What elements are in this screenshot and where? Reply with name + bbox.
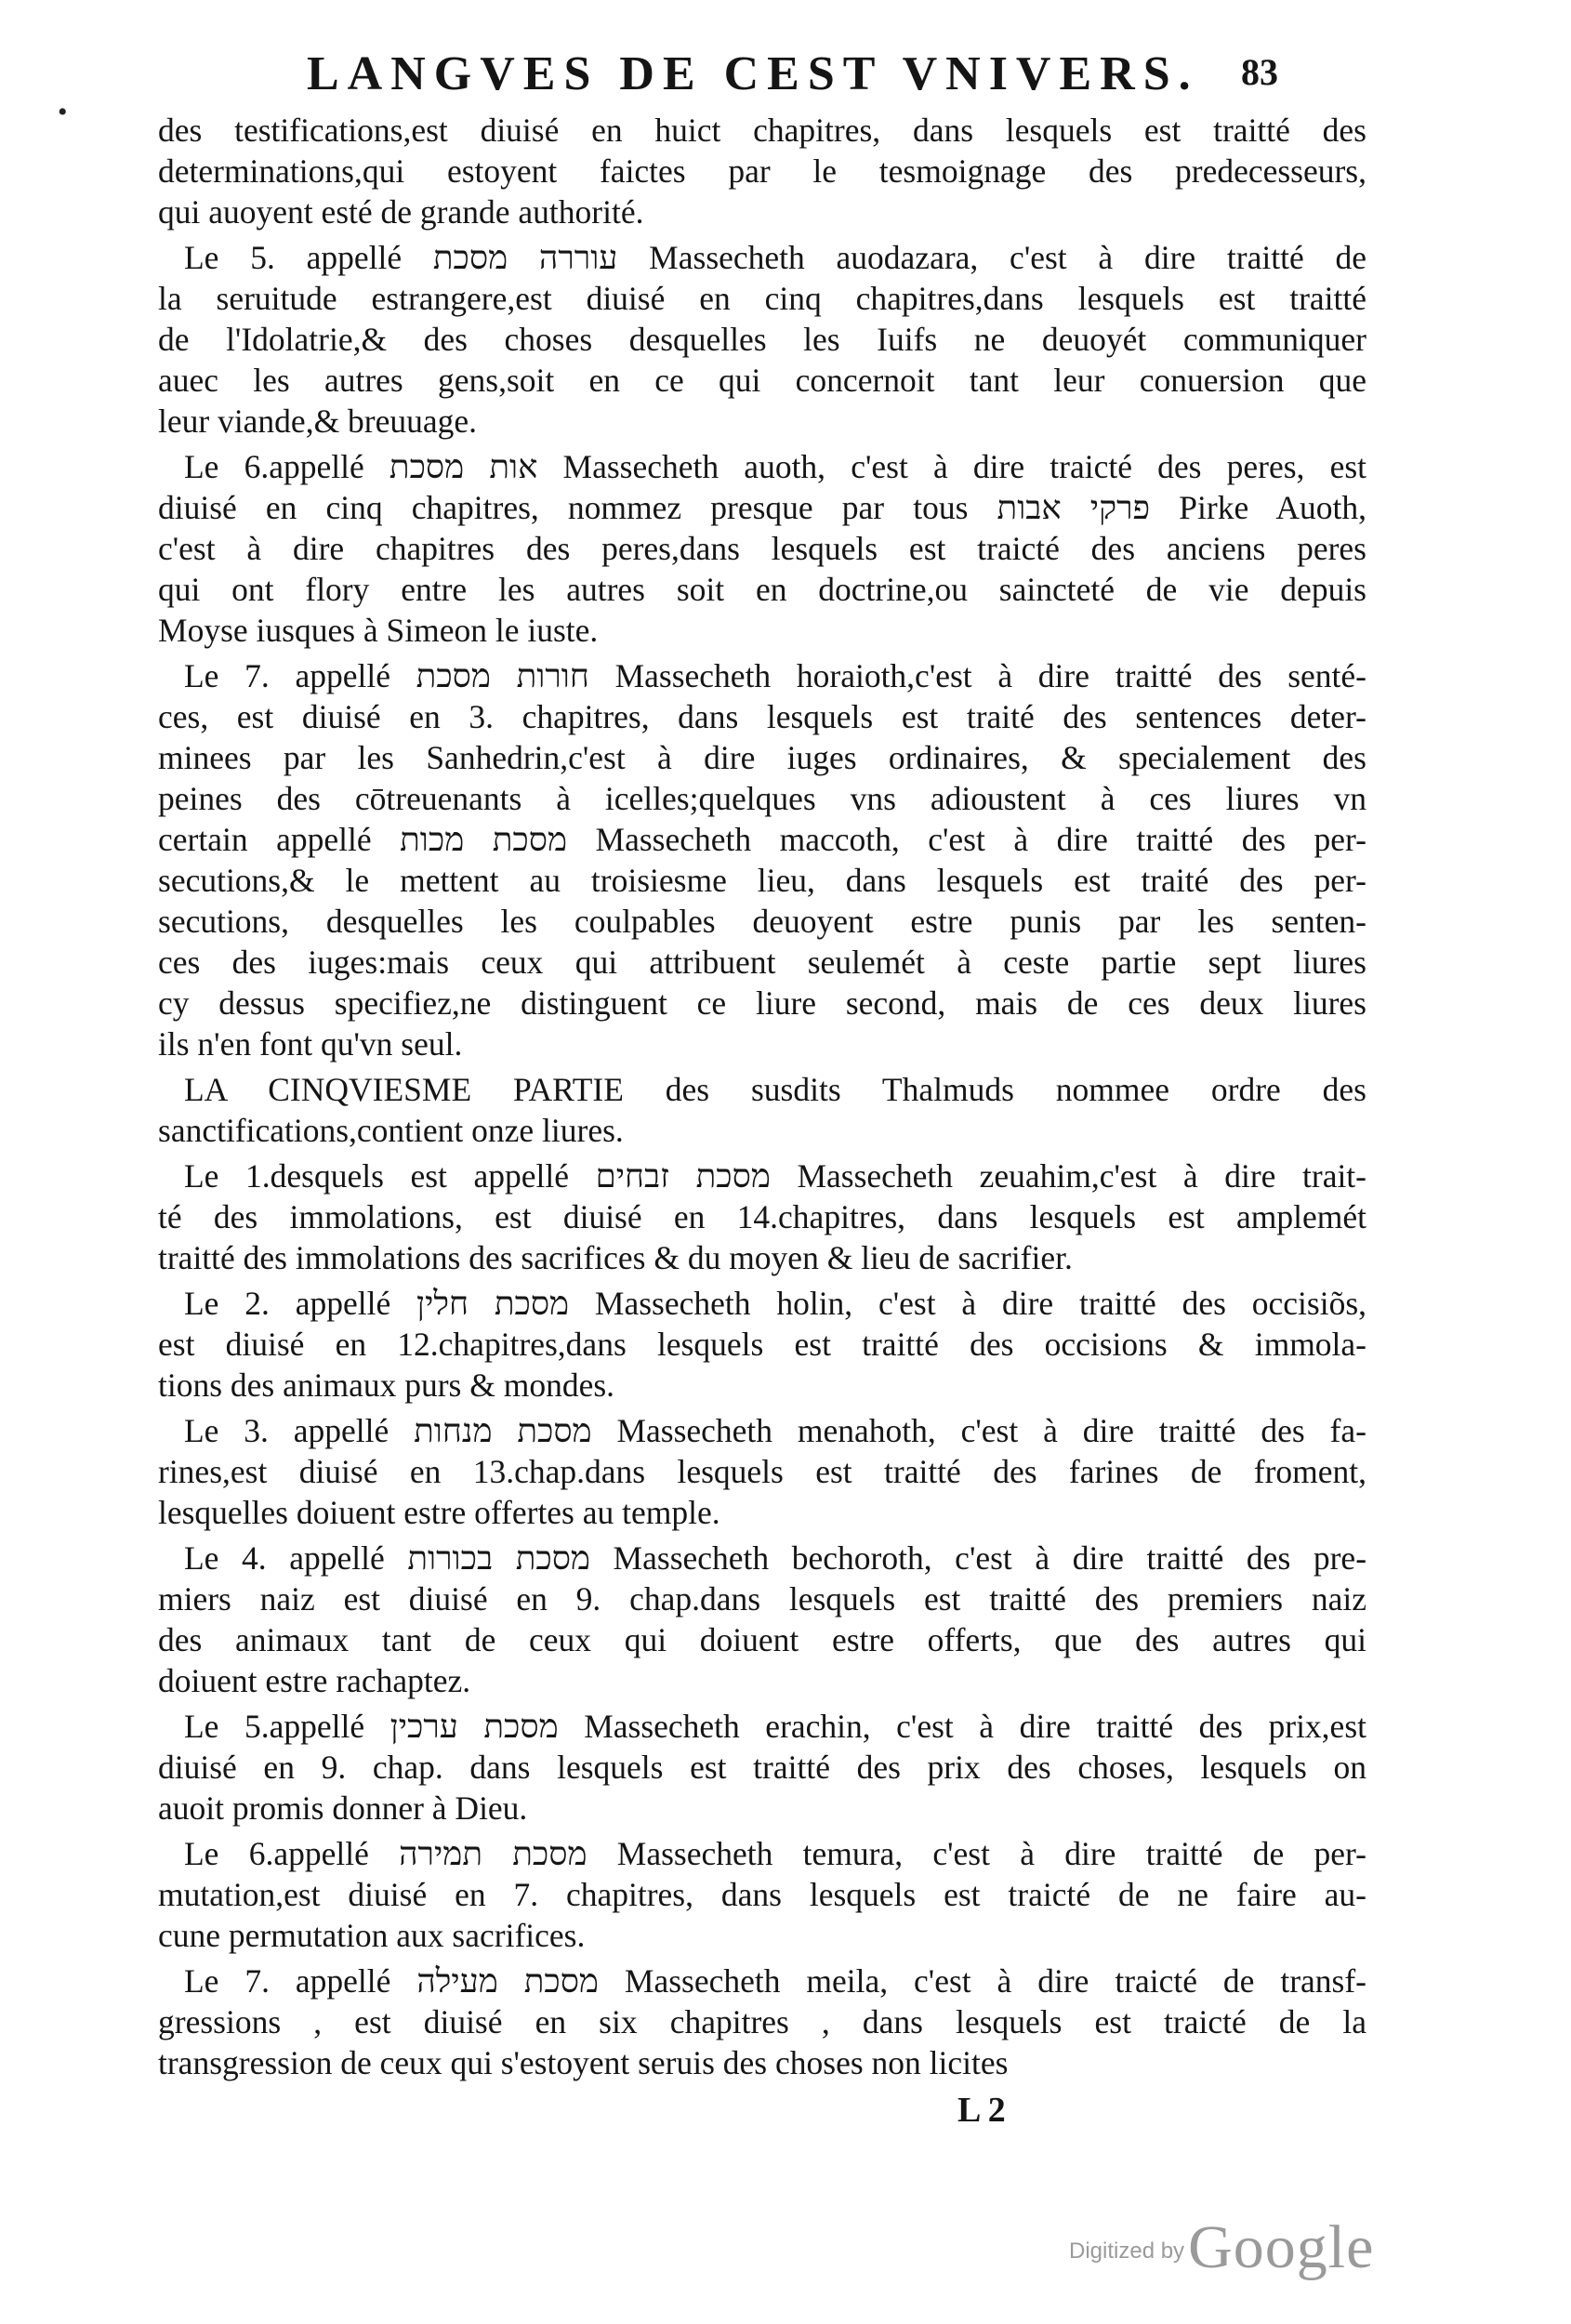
text-line: Le 5.appellé מסכת ערכין Massecheth erachin, c'est à dire traitté des prix,est xyxy=(184,1708,1366,1745)
text-line: cune permutation aux sacrifices. xyxy=(158,1917,586,1954)
text-line: Moyse iusques à Simeon le iuste. xyxy=(158,612,599,649)
text-line: Le 6.appellé מסכת תמירה Massecheth temura, c'est à dire traitté de per- xyxy=(184,1835,1366,1872)
text-line: Le 7. appellé חורות מסכת Massecheth horaioth,c'est à dire traitté des senté- xyxy=(184,657,1366,694)
text-line: Le 4. appellé מסכת בכורות Massecheth bechoroth, c'est à dire traitté des pre- xyxy=(184,1539,1367,1577)
paragraph xyxy=(158,1961,1366,2083)
text-line: la seruitude estrangere,est diuisé en cinq chapitres,dans lesquels est traitté xyxy=(158,280,1366,317)
text-line: sanctifications,contient onze liures. xyxy=(158,1112,624,1149)
text-line: lesquelles doiuent estre offertes au temple. xyxy=(158,1494,720,1531)
text-line: de l'Idolatrie,& des choses desquelles les Iuifs ne deuoyét communiquer xyxy=(158,321,1366,358)
margin-mark: • xyxy=(58,97,68,127)
text-line: ces des iuges:mais ceux qui attribuent seulemét à ceste partie sept liures xyxy=(158,944,1366,981)
text-line: Le 6.appellé אות מסכת Massecheth auoth, c'est à dire traicté des peres, est xyxy=(184,448,1367,485)
text-line: Le 2. appellé מסכת חלין Massecheth holin, c'est à dire traitté des occisiõs, xyxy=(184,1285,1367,1322)
paragraph xyxy=(158,1155,1366,1278)
paragraph xyxy=(158,110,1366,232)
text-line: gressions , est diuisé en six chapitres , dans lesquels est traicté de la xyxy=(158,2003,1366,2040)
text-line: qui ont flory entre les autres soit en doctrine,ou saincteté de vie depuis xyxy=(158,571,1366,608)
text-line: est diuisé en 12.chapitres,dans lesquels est traitté des occisions & immola- xyxy=(158,1326,1366,1363)
paragraph xyxy=(158,1833,1366,1956)
paragraph xyxy=(158,1410,1366,1533)
text-line: des animaux tant de ceux qui doiuent estre offerts, que des autres qui xyxy=(158,1621,1366,1658)
text-line: secutions,& le mettent au troisiesme lieu, dans lesquels est traité des per- xyxy=(158,862,1366,899)
text-line: determinations,qui estoyent faictes par le tesmoignage des predecesseurs, xyxy=(158,152,1366,190)
text-line: des testifications,est diuisé en huict chapitres, dans lesquels est traitté des xyxy=(158,112,1366,149)
paragraph xyxy=(158,1069,1366,1151)
running-title: LANGVES DE CEST VNIVERS. xyxy=(307,47,1199,100)
text-line: ils n'en font qu'vn seul. xyxy=(158,1025,463,1063)
text-line: auec les autres gens,soit en ce qui concernoit tant leur conuersion que xyxy=(158,362,1366,399)
paragraph xyxy=(158,446,1366,651)
text-line: diuisé en 9. chap. dans lesquels est traitté des prix des choses, lesquels on xyxy=(158,1749,1366,1786)
watermark-brand: Google xyxy=(1188,2213,1375,2281)
text-line: Le 3. appellé מסכת מנחות Massecheth menahoth, c'est à dire traitté des fa- xyxy=(184,1412,1366,1449)
text-line: peines des cōtreuenants à icelles;quelques vns adioustent à ces liures vn xyxy=(158,780,1366,817)
paragraph xyxy=(158,655,1366,1064)
text-line: cy dessus specifiez,ne distinguent ce liure second, mais de ces deux liures xyxy=(158,984,1366,1022)
text-line: rines,est diuisé en 13.chap.dans lesquels est traitté des farines de froment, xyxy=(158,1453,1366,1490)
paragraph xyxy=(158,237,1366,442)
paragraph xyxy=(158,1706,1366,1829)
catchword: L 2 xyxy=(957,2091,1006,2130)
text-line: certain appellé מסכת מכות Massecheth maccoth, c'est à dire traitté des per- xyxy=(158,821,1366,858)
paragraph xyxy=(158,1283,1366,1406)
text-line: LA CINQVIESME PARTIE des susdits Thalmuds nommee ordre des xyxy=(184,1071,1366,1108)
text-line: tions des animaux purs & mondes. xyxy=(158,1367,615,1404)
text-line: diuisé en cinq chapitres, nommez presque par tous פרקי אבות Pirke Auoth, xyxy=(158,489,1366,526)
text-body xyxy=(158,110,1366,2083)
text-line: Le 5. appellé עוררה מסכת Massecheth auodazara, c'est à dire traitté de xyxy=(184,239,1366,276)
text-line: Le 1.desquels est appellé מסכת זבחים Massecheth zeuahim,c'est à dire trait- xyxy=(184,1157,1366,1195)
digitized-by-google-watermark xyxy=(1069,2212,1374,2283)
watermark-prefix: Digitized by xyxy=(1069,2238,1185,2264)
text-line: traitté des immolations des sacrifices & du moyen & lieu de sacrifier. xyxy=(158,1239,1073,1276)
text-line: minees par les Sanhedrin,c'est à dire iuges ordinaires, & specialement des xyxy=(158,739,1366,776)
text-line: auoit promis donner à Dieu. xyxy=(158,1789,528,1827)
text-line: doiuent estre rachaptez. xyxy=(158,1662,471,1699)
text-line: ces, est diuisé en 3. chapitres, dans lesquels est traité des sentences deter- xyxy=(158,698,1366,735)
text-line: transgression de ceux qui s'estoyent seruis des choses non licites xyxy=(158,2044,1009,2081)
text-line: secutions, desquelles les coulpables deuoyent estre punis par les senten- xyxy=(158,903,1366,940)
text-line: mutation,est diuisé en 7. chapitres, dans lesquels est traicté de ne faire au- xyxy=(158,1876,1366,1913)
text-line: té des immolations, est diuisé en 14.chapitres, dans lesquels est amplemét xyxy=(158,1198,1366,1235)
page-header xyxy=(158,37,1366,110)
text-line: leur viande,& breuuage. xyxy=(158,403,478,440)
text-line: qui auoyent esté de grande authorité. xyxy=(158,193,644,231)
text-line: c'est à dire chapitres des peres,dans lesquels est traicté des anciens peres xyxy=(158,530,1366,567)
text-line: miers naiz est diuisé en 9. chap.dans lesquels est traitté des premiers naiz xyxy=(158,1580,1366,1618)
page-number: 83 xyxy=(1241,51,1278,93)
paragraph xyxy=(158,1538,1366,1701)
page-body xyxy=(158,37,1366,2088)
text-line: Le 7. appellé מסכת מעילה Massecheth meila, c'est à dire traicté de transf- xyxy=(184,1962,1367,2000)
